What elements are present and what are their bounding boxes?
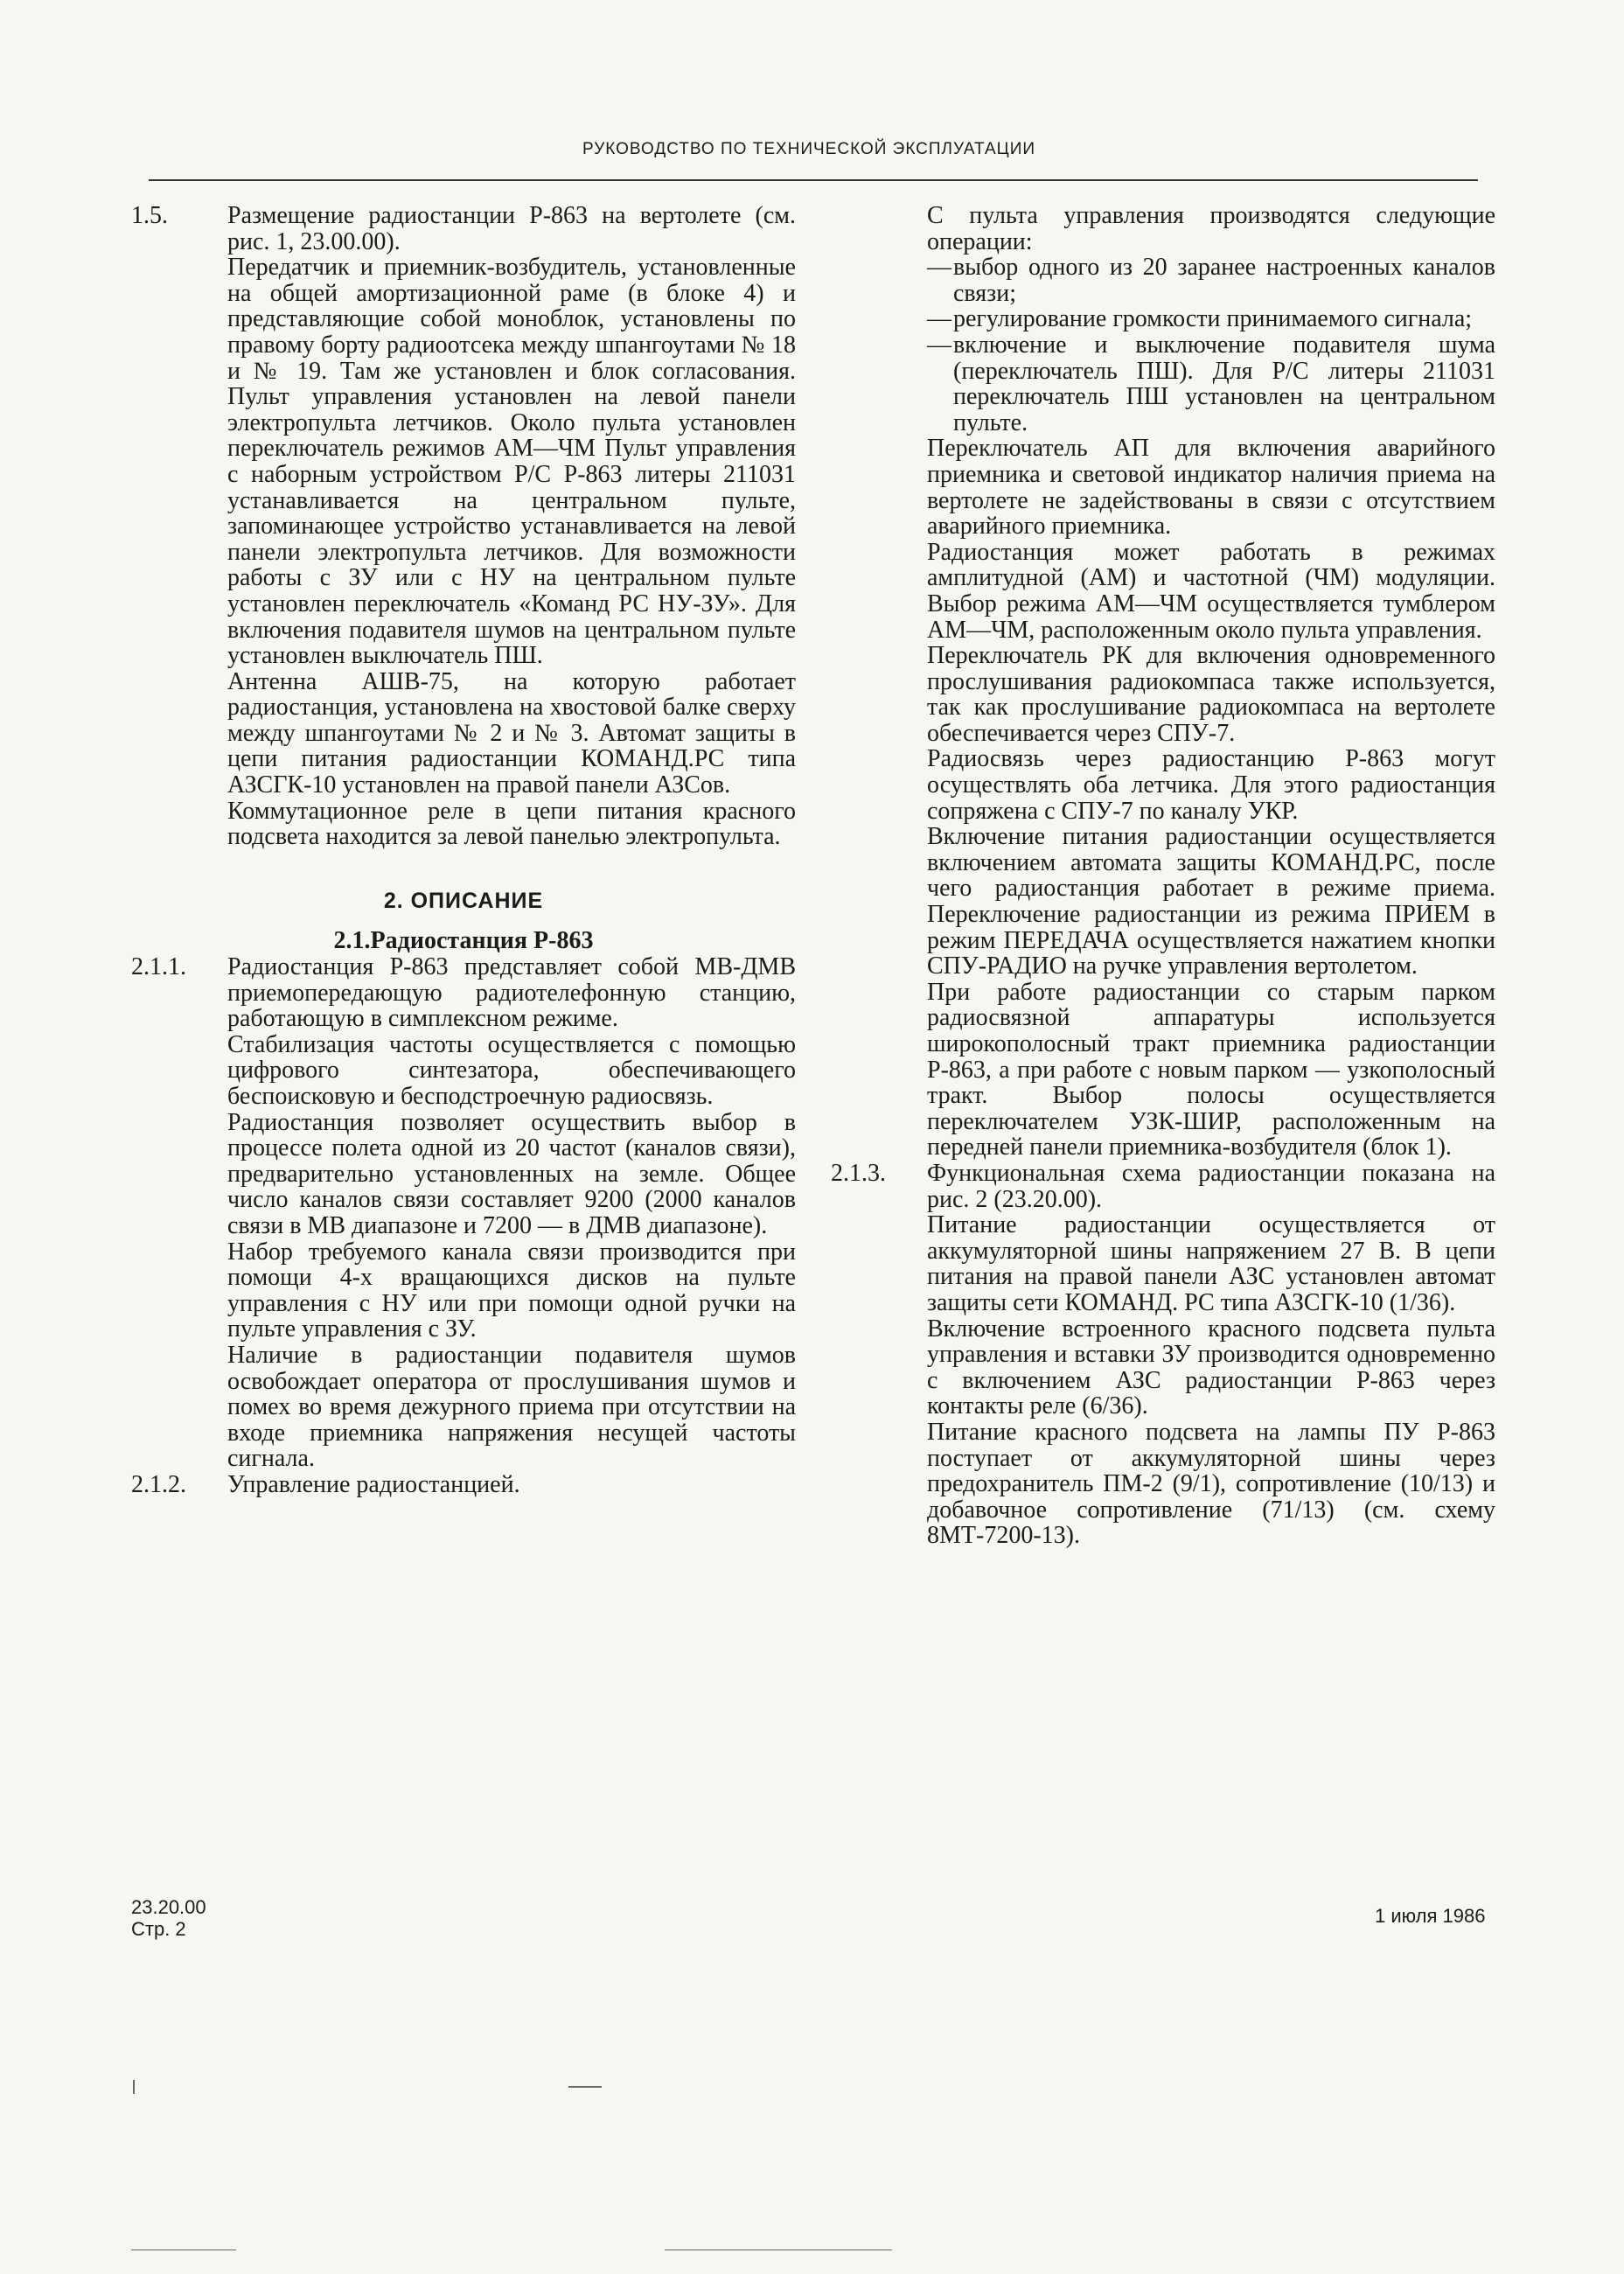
paragraph: Передатчик и приемник-возбудитель, установленные на общей амортизационной раме (в блоке 4) и представляющие собой моноблок, установлены по правому борту радиоотсека между шпангоутами № 18 и № 19. Там же установлен и блок согласования. Пульт управления установлен на левой панели электропульта летчиков. Около пульта установлен переключатель режимов АМ—ЧМ Пульт управления с наборным устройством Р/С Р-863 литеры 211031 устанавливается на центральном пульте, запоминающее устройство устанавливается на левой панели электропульта летчиков. Для возможности работы с ЗУ или с НУ на центральном пульте установлен переключатель «Команд РС НУ-ЗУ». Для включения подавителя шумов на центральном пульте установлен выключатель ПШ.: [227, 254, 796, 670]
section-2-1-2: [131, 1472, 796, 1498]
left-column: [131, 203, 796, 1498]
paragraph: Питание радиостанции осуществляется от аккумуляторной шины напряжением 27 В. В цепи питания на правой панели АЗС установлен автомат защиты сети КОМАНД. РС типа АЗСГК-10 (1/36).: [927, 1211, 1495, 1316]
paragraph: Радиостанция может работать в режимах амплитудной (АМ) и частотной (ЧМ) модуляции. Выбор режима АМ—ЧМ осуществляется тумблером АМ—ЧМ, расположенным около пульта управления.: [927, 538, 1495, 644]
paragraph: Переключатель АП для включения аварийного приемника и световой индикатор наличия приема на вертолете не задействованы в связи с отсутствием аварийного приемника.: [927, 435, 1495, 541]
paragraph: Управление радиостанцией.: [227, 1470, 520, 1498]
paragraph: Питание красного подсвета на лампы ПУ Р-863 поступает от аккумуляторной шины через предохранитель ПМ-2 (9/1), сопротивление (10/13) и добавочное сопротивление (71/13) (см. схему 8МТ-7200-13).: [927, 1418, 1495, 1550]
paragraph: Переключатель РК для включения одновременного прослушивания радиокомпаса также используется, так как прослушивание радиокомпаса на вертолете обеспечивается через СПУ-7.: [927, 642, 1495, 747]
document-code: 23.20.00: [131, 1896, 206, 1918]
paragraph: Размещение радиостанции Р-863 на вертолете (см. рис. 1, 23.00.00).: [227, 202, 796, 255]
paragraph: Наличие в радиостанции подавителя шумов освобождает оператора от прослушивания шумов и помех во время дежурного приема при отсутствии на входе приемника напряжения несущей частоты сигнала.: [227, 1341, 796, 1473]
scan-mark: [568, 2086, 602, 2088]
section-2-1-2-continued: [831, 203, 1495, 1161]
paragraph: Включение встроенного красного подсвета пульта управления и вставки ЗУ производится одновременно с включением АЗС радиостанции Р-863 через контакты реле (6/36).: [927, 1315, 1495, 1420]
paragraph: Радиостанция позволяет осуществить выбор в процессе полета одной из 20 частот (каналов связи), предварительно установленных на земле. Общее число каналов связи составляет 9200 (2000 каналов связи в МВ диапазоне и 7200 — в ДМВ диапазоне).: [227, 1108, 796, 1239]
paragraph: Функциональная схема радиостанции показана на рис. 2 (23.20.00).: [927, 1159, 1495, 1213]
paragraph: Антенна АШВ-75, на которую работает радиостанция, установлена на хвостовой балке сверху между шпангоутами № 2 и № 3. Автомат защиты в цепи питания радиостанции КОМАНД.РС типа АЗСГК-10 установлен на правой панели АЗСов.: [227, 667, 796, 799]
paragraph: При работе радиостанции со старым парком радиосвязной аппаратуры используется широкополосный тракт приемника радиостанции Р-863, а при работе с новым парком — узкополосный тракт. Выбор полосы осуществляется переключателем УЗК-ШИР, расположенным на передней панели приемника-возбудителя (блок 1).: [927, 978, 1495, 1161]
paragraph: С пульта управления производятся следующие операции:: [927, 202, 1495, 255]
paragraph: Включение питания радиостанции осуществляется включением автомата защиты КОМАНД.РС, после чего радиостанция работает в режиме приема. Переключение радиостанции из режима ПРИЕМ в режим ПЕРЕДАЧА осуществляется нажатием кнопки СПУ-РАДИО на ручке управления вертолетом.: [927, 823, 1495, 980]
page-number: Стр. 2: [131, 1918, 186, 1940]
section-1-5: [131, 203, 796, 850]
list-item: — включение и выключение подавителя шума (переключатель ПШ). Для Р/С литеры 211031 переключатель ПШ установлен на центральном пульте.: [927, 332, 1495, 436]
section-number: 1.5.: [131, 202, 168, 229]
section-number: 2.1.3.: [831, 1159, 886, 1187]
paragraph: Коммутационное реле в цепи питания красного подсвета находится за левой панелью электропульта.: [227, 797, 796, 851]
section-number: 2.1.2.: [131, 1470, 186, 1498]
paragraph: Радиостанция Р-863 представляет собой МВ-ДМВ приемопередающую радиотелефонную станцию, работающую в симплексном режиме.: [227, 953, 796, 1033]
right-column: [831, 203, 1495, 1549]
footer-doc-info: [131, 1896, 206, 1940]
scan-mark: [133, 2080, 135, 2094]
list-item: — выбор одного из 20 заранее настроенных каналов связи;: [927, 255, 1495, 306]
footer-date: 1 июля 1986: [1375, 1905, 1486, 1927]
paragraph: Стабилизация частоты осуществляется с помощью цифрового синтезатора, обеспечивающего беспоисковую и бесподстроечную радиосвязь.: [227, 1030, 796, 1110]
header-rule: [149, 179, 1478, 181]
section-2-1-1: [131, 954, 796, 1472]
section-heading: 2. ОПИСАНИЕ: [383, 888, 544, 913]
section-number: 2.1.1.: [131, 953, 186, 981]
section-2-1-3: [831, 1161, 1495, 1549]
list-item: — регулирование громкости принимаемого сигнала;: [927, 306, 1495, 332]
subsection-heading: 2.1.Радиостанция Р-863: [333, 927, 594, 955]
paragraph: Радиосвязь через радиостанцию Р-863 могут осуществлять оба летчика. Для этого радиостанция сопряжена с СПУ-7 по каналу УКР.: [927, 745, 1495, 825]
running-header: РУКОВОДСТВО ПО ТЕХНИЧЕСКОЙ ЭКСПЛУАТАЦИИ: [582, 140, 1036, 158]
paragraph: Набор требуемого канала связи производится при помощи 4-х вращающихся дисков на пульте управления с НУ или при помощи одной ручки на пульте управления с ЗУ.: [227, 1238, 796, 1343]
